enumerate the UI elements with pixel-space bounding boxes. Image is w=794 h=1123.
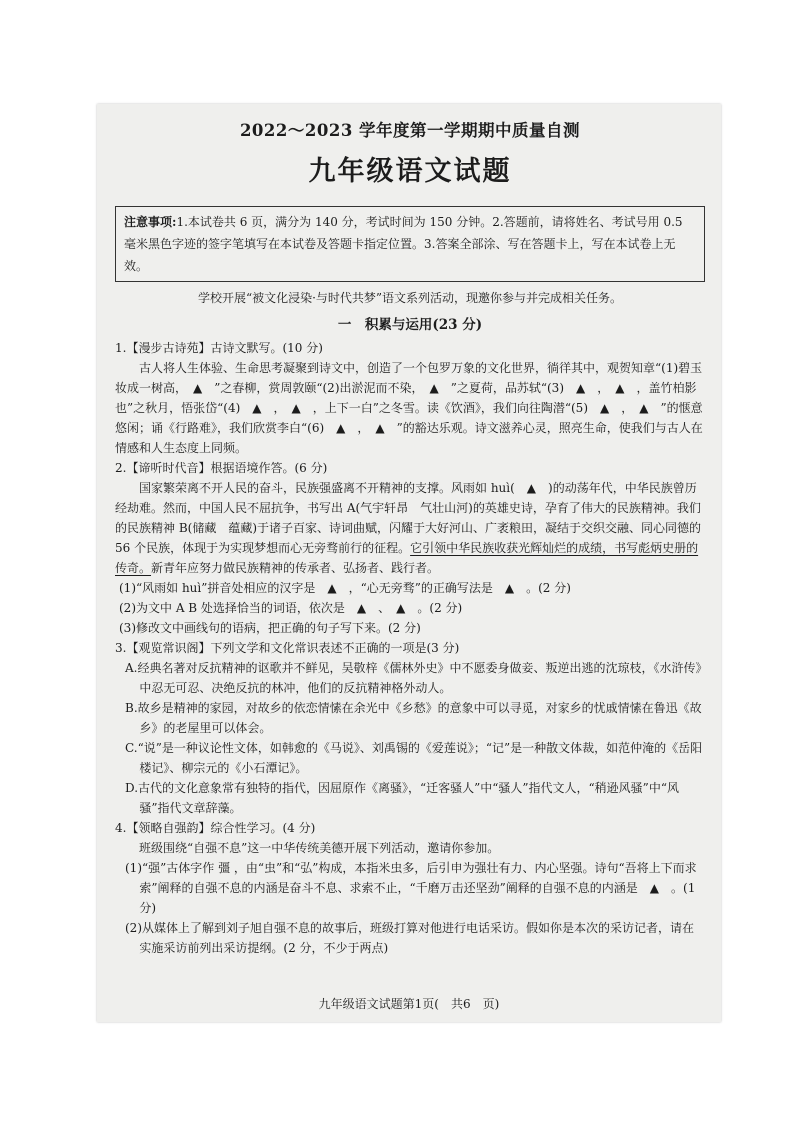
question-4-sub-2: (2)从媒体上了解到刘子旭自强不息的故事后，班级打算对他进行电话采访。假如你是本次的采访记者，请在实施采访前列出采访提纲。(2 分，不少于两点) bbox=[125, 921, 695, 955]
passage-text: 国家繁荣离不开人民的奋斗，民族强盛离不开精神的支撑。风雨如 huì( ▲ )的动荡年代，中华民族曾历经劫难。然而，中国人民不屈抗争，书写出 A(气宇轩昂 气壮山河)的英雄史诗，孕育了伟大的民族精神。我们的民族精神 B(储藏 蕴藏)于诸子百家、诗词曲赋，闪耀于大好河山、广袤粮田，凝结于交织交融、同心同德的 56 个民族，体现于为实现梦想而心无旁骛前行的征程。 bbox=[115, 481, 702, 555]
notice-label: 注意事项: bbox=[124, 215, 177, 229]
question-1-body: 古人将人生体验、生命思考凝聚到诗文中，创造了一个包罗万象的文化世界，徜徉其中，观贺知章“(1)碧玉妆成一树高， ▲ ”之春柳，赏周敦颐“(2)出淤泥而不染， ▲ ”之夏荷，品苏轼“(3) ▲ ， ▲ ，盖竹柏影也”之秋月，悟张岱“(4) ▲ ， ▲ ，上下一白”之冬雪。读《饮酒》，我们向往陶潜“(5) ▲ ， ▲ ”的惬意悠闲；诵《行路难》，我们欣赏李白“(6) ▲ ， ▲ ”的豁达乐观。诗文滋养心灵，照亮生命，使我们与古人在情感和人生态度上同频。 bbox=[115, 361, 703, 455]
question-2-passage bbox=[115, 478, 705, 578]
notice-text: 1.本试卷共 6 页，满分为 140 分，考试时间为 150 分钟。2.答题前，请将姓名、考试号用 0.5 毫米黑色字迹的签字笔填写在本试卷及答题卡指定位置。3.答案全部涂、写在答题卡上，写在本试卷上无效。 bbox=[124, 215, 683, 273]
page-footer: 九年级语文试题第1页( 共6 页) bbox=[318, 997, 500, 1011]
question-4-heading: 4.【领略自强韵】综合性学习。(4 分) bbox=[115, 821, 316, 835]
question-2-sub-2: (2)为文中 A B 处选择恰当的词语，依次是 ▲ 、 ▲ 。(2 分) bbox=[119, 601, 463, 615]
question-3-option-a: A.经典名著对反抗精神的讴歌并不鲜见，吴敬梓《儒林外史》中不愿委身做妾、叛逆出逃的沈琼枝，《水浒传》中忍无可忍、决绝反抗的林冲，他们的反抗精神格外动人。 bbox=[125, 661, 702, 695]
notice-box bbox=[115, 206, 705, 282]
question-2-sub-1: (1)“风雨如 huì”拼音处相应的汉字是 ▲ ，“心无旁骛”的正确写法是 ▲ 。(2 分) bbox=[119, 581, 571, 595]
activity-intro: 学校开展“被文化浸染·与时代共梦”语文系列活动，现邀你参与并完成相关任务。 bbox=[197, 291, 623, 305]
exam-title-subject: 九年级语文试题 bbox=[308, 156, 512, 187]
question-4-sub-1: (1)“强”古体字作 彊 ，由“虫”和“弘”构成，本指米虫多，后引申为强壮有力、内心坚强。诗句“吾将上下而求索”阐释的自强不息的内涵是奋斗不息、求索不止，“千磨万击还坚劲”阐释的自强不息的内涵是 ▲ 。(1 分) bbox=[125, 861, 697, 915]
question-3-option-b: B.故乡是精神的家园，对故乡的依恋情愫在余光中《乡愁》的意象中可以寻觅，对家乡的忧戚情愫在鲁迅《故乡》的老屋里可以体会。 bbox=[125, 701, 702, 735]
section-heading: 一 积累与运用(23 分) bbox=[337, 317, 483, 333]
question-3-option-d: D.古代的文化意象常有独特的指代，因屈原作《离骚》，“迁客骚人”中“骚人”指代文人，“稍逊风骚”中“风骚”指代文章辞藻。 bbox=[125, 781, 679, 815]
underlined-sentence: 它引领中华民族收获光辉灿烂的成绩，书写彪炳史册的传奇。 bbox=[115, 541, 699, 575]
question-2-sub-3: (3)修改文中画线句的语病，把正确的句子写下来。(2 分) bbox=[119, 621, 421, 635]
question-3-option-c: C.“说”是一种议论性文体，如韩愈的《马说》、刘禹锡的《爱莲说》；“记”是一种散文体裁，如范仲淹的《岳阳楼记》、柳宗元的《小石潭记》。 bbox=[125, 741, 703, 775]
exam-paper bbox=[97, 104, 721, 1022]
question-1-heading: 1.【漫步古诗苑】古诗文默写。(10 分) bbox=[115, 341, 323, 355]
question-4-body: 班级围绕“自强不息”这一中华传统美德开展下列活动，邀请你参加。 bbox=[139, 841, 500, 855]
question-3-heading: 3.【观览常识阁】下列文学和文化常识表述不正确的一项是(3 分) bbox=[115, 641, 460, 655]
question-2-heading: 2.【谛听时代音】根据语境作答。(6 分) bbox=[115, 461, 328, 475]
page-content bbox=[115, 116, 705, 958]
exam-title-year: 2022～2023 学年度第一学期期中质量自测 bbox=[239, 121, 581, 140]
passage-text-end: 新青年应努力做民族精神的传承者、弘扬者、践行者。 bbox=[151, 561, 440, 575]
